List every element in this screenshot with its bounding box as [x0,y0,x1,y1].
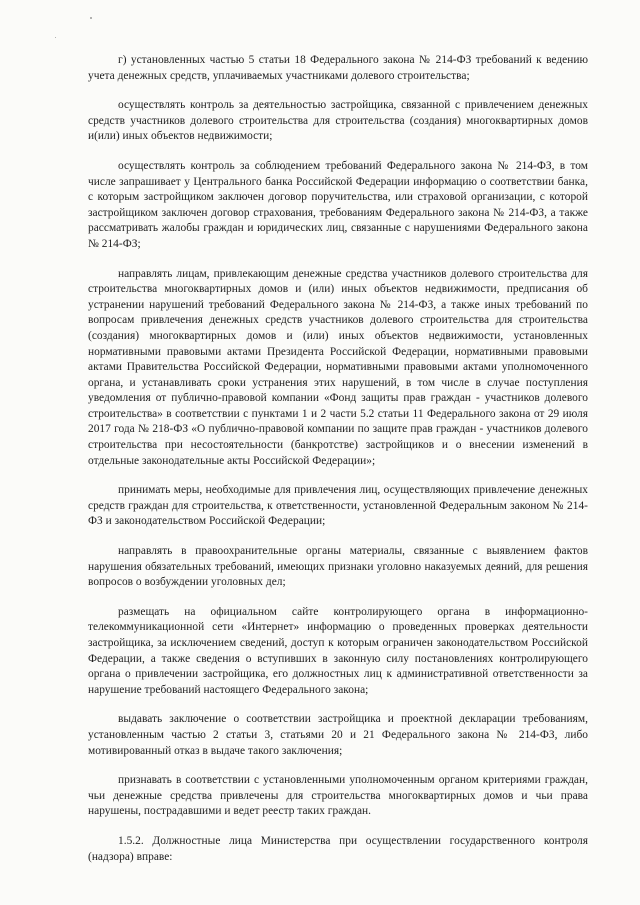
scan-speck [55,37,56,38]
scan-speck [90,17,92,19]
paragraph-liability-measures: принимать меры, необходимые для привлечения лиц, осуществляющих привлечение денежных средств граждан для строительства, к ответственности, установленной Федеральным законом № 214-ФЗ и законодательством Российской Федерации; [88,484,588,528]
paragraph-accounting-requirements: г) установленных частью 5 статьи 18 Федерального закона № 214-ФЗ требований к ведению учета денежных средств, уплачиваемых участниками долевого строительства; [88,54,588,82]
paragraph-law-enforcement: направлять в правоохранительные органы материалы, связанные с выявлением фактов нарушения обязательных требований, имеющих признаки уголовно наказуемых деяний, для решения вопросов о возбуждении уголовных дел; [88,545,588,589]
paragraph-section-1-5-2: 1.5.2. Должностные лица Министерства при осуществлении государственного контроля (надзора) вправе: [88,834,588,863]
paragraph-activity-control: осуществлять контроль за деятельностью застройщика, связанной с привлечением денежных средств участников долевого строительства для строительства (создания) многоквартирных домов и(или) иных объектов недвижимости; [88,99,588,143]
paragraph-directives: направлять лицам, привлекающим денежные средства участников долевого строительства для строительства многоквартирных домов и (или) иных объектов недвижимости, предписания об устранении нарушений требований Федерального закона № 214-ФЗ, а также иных требований по вопросам привлечения денежных средств участников долевого строительства для строительства (создания) многоквартирных домов и (или) иных объектов недвижимости, установленных нормативными правовыми актами Президента Российской Федерации, нормативными правовыми актами Правительства Российской Федерации, нормативными правовыми актами уполномоченного органа, и устанавливать сроки устранения этих нарушений, в том числе в случае поступления уведомления от публично-правовой компании «Фонд защиты прав граждан - участников долевого строительства» в соответствии с пунктами 1 и 2 части 5.2 статьи 11 Федерального закона от 29 июля 2017 года № 218-ФЗ «О публично-правовой компании по защите прав граждан - участников долевого строительства при несостоятельности (банкротстве) застройщиков и о внесении изменений в отдельные законодательные акты Российской Федерации»; [88,267,588,467]
paragraph-affected-citizens: признавать в соответствии с установленными уполномоченным органом критериями граждан, чьи денежные средства привлечены для строительства многоквартирных домов и чьи права нарушены, пострадавшими и ведет реестр таких граждан. [88,774,588,818]
document-body [88,53,588,865]
paragraph-website-publication: размещать на официальном сайте контролирующего органа в информационно-телекоммуникационной сети «Интернет» информацию о проведенных проверках деятельности застройщика, за исключением сведений, доступ к которым ограничен законодательством Российской Федерации, а также сведения о вступивших в законную силу постановлениях контролирующего органа о привлечении застройщика, его должностных лиц к административной ответственности за нарушение требований настоящего Федерального закона; [88,605,588,696]
paragraph-conclusion-issuance: выдавать заключение о соответствии застройщика и проектной декларации требованиям, установленным частью 2 статьи 3, статьями 20 и 21 Федерального закона № 214-ФЗ, либо мотивированный отказ в выдаче такого заключения; [88,713,588,757]
paragraph-compliance-control: осуществлять контроль за соблюдением требований Федерального закона № 214-ФЗ, в том числе запрашивает у Центрального банка Российской Федерации информацию о соответствии банка, с которым застройщиком заключен договор поручительства, или страховой организации, с которой застройщиком заключен договор страхования, требованиям Федерального закона № 214-ФЗ, а также рассматривать жалобы граждан и юридических лиц, связанные с нарушениями Федерального закона № 214-ФЗ; [88,159,588,250]
